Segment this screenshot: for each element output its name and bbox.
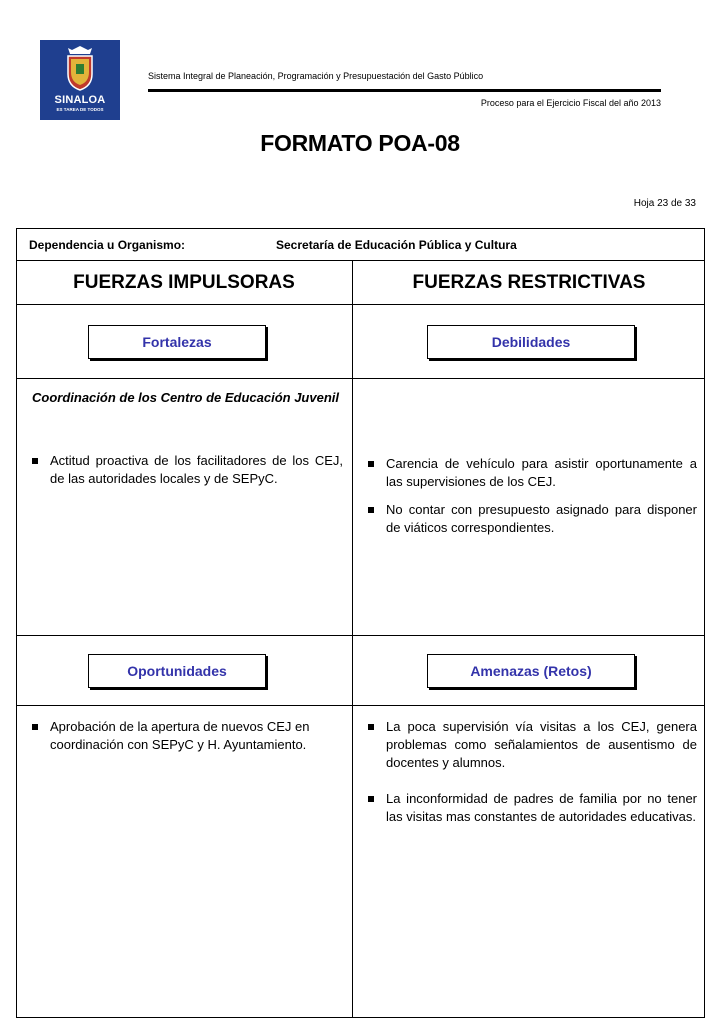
system-title: Sistema Integral de Planeación, Programación y Presupuestación del Gasto Público: [148, 71, 484, 81]
header-divider: [148, 89, 661, 92]
row-divider: [16, 705, 705, 706]
logo-name: SINALOA: [54, 94, 106, 106]
amenazas-list: [364, 718, 697, 826]
list-item: Aprobación de la apertura de nuevos CEJ en coordinación con SEPyC y H. Ayuntamiento.: [28, 718, 328, 754]
debilidades-list: [364, 455, 697, 537]
column-divider: [352, 261, 353, 1018]
page-info: Hoja 23 de 33: [633, 198, 696, 209]
oportunidades-label: Oportunidades: [88, 654, 266, 688]
amenazas-label: Amenazas (Retos): [427, 654, 635, 688]
fortalezas-label: Fortalezas: [88, 325, 266, 359]
coat-of-arms-icon: [40, 40, 120, 95]
logo-slogan: ES TAREA DE TODOS: [56, 107, 104, 112]
sinaloa-logo: [40, 40, 120, 120]
oportunidades-list: [28, 718, 328, 754]
row-divider: [16, 378, 705, 379]
fuerzas-restrictivas-header: FUERZAS RESTRICTIVAS: [412, 272, 646, 293]
list-item: No contar con presupuesto asignado para disponer de viáticos correspondientes.: [364, 501, 697, 537]
list-item: La inconformidad de padres de familia por no tener las visitas mas constantes de autoridades educativas.: [364, 790, 697, 826]
dependencia-label: Dependencia u Organismo:: [29, 238, 186, 252]
fortalezas-list: [28, 452, 343, 488]
fuerzas-impulsoras-header: FUERZAS IMPULSORAS: [73, 272, 295, 293]
list-item: La poca supervisión vía visitas a los CEJ, genera problemas como señalamientos de ausentismo de docentes y alumnos.: [364, 718, 697, 772]
debilidades-label: Debilidades: [427, 325, 635, 359]
dependencia-value: Secretaría de Educación Pública y Cultura: [276, 238, 517, 252]
row-divider: [16, 304, 705, 305]
row-divider: [16, 635, 705, 636]
list-item: Carencia de vehículo para asistir oportunamente a las supervisiones de los CEJ.: [364, 455, 697, 491]
process-line: Proceso para el Ejercicio Fiscal del año 2013: [480, 98, 661, 108]
fortalezas-title: Coordinación de los Centro de Educación Juvenil: [32, 390, 339, 405]
form-title: FORMATO POA-08: [260, 130, 460, 156]
dependencia-row: [16, 228, 705, 261]
list-item: Actitud proactiva de los facilitadores de los CEJ, de las autoridades locales y de SEPyC.: [28, 452, 343, 488]
